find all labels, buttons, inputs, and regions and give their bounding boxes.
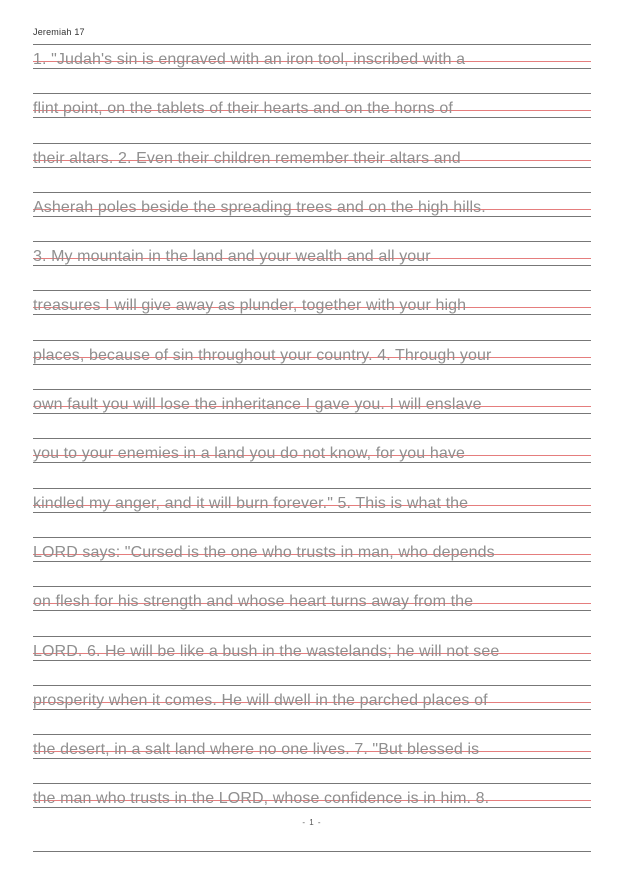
guide-topline: [33, 734, 591, 735]
guide-topline: [33, 685, 591, 686]
guide-topline: [33, 241, 591, 242]
footer-rule: [33, 851, 591, 852]
chapter-label: Jeremiah 17: [33, 27, 85, 37]
guide-topline: [33, 488, 591, 489]
guide-topline: [33, 192, 591, 193]
trace-text: treasures I will give away as plunder, together with your high: [33, 297, 467, 315]
lines-container: [33, 44, 591, 833]
trace-line-row: [33, 290, 591, 339]
trace-text: LORD says: "Cursed is the one who trusts in man, who depends: [33, 543, 495, 561]
trace-line-row: [33, 685, 591, 734]
trace-text: the man who trusts in the LORD, whose confidence is in him. 8.: [33, 790, 490, 808]
trace-line-row: [33, 438, 591, 487]
trace-line-row: [33, 488, 591, 537]
trace-text: the desert, in a salt land where no one lives. 7. "But blessed is: [33, 741, 480, 759]
guide-topline: [33, 143, 591, 144]
trace-text: 3. My mountain in the land and your wealth and all your: [33, 248, 431, 266]
trace-text: on flesh for his strength and whose heart turns away from the: [33, 593, 474, 611]
trace-text: you to your enemies in a land you do not know, for you have: [33, 445, 465, 463]
guide-topline: [33, 783, 591, 784]
trace-line-row: [33, 340, 591, 389]
trace-line-row: [33, 44, 591, 93]
trace-text: kindled my anger, and it will burn forever." 5. This is what the: [33, 494, 469, 512]
trace-line-row: [33, 537, 591, 586]
trace-line-row: [33, 241, 591, 290]
trace-text: places, because of sin throughout your country. 4. Through your: [33, 346, 492, 364]
guide-topline: [33, 586, 591, 587]
guide-topline: [33, 340, 591, 341]
trace-line-row: [33, 586, 591, 635]
trace-text: prosperity when it comes. He will dwell in the parched places of: [33, 691, 488, 709]
trace-text: LORD. 6. He will be like a bush in the wastelands; he will not see: [33, 642, 500, 660]
trace-text: Asherah poles beside the spreading trees and on the high hills.: [33, 198, 486, 216]
trace-line-row: [33, 143, 591, 192]
guide-topline: [33, 537, 591, 538]
guide-topline: [33, 636, 591, 637]
guide-topline: [33, 44, 591, 45]
trace-text: own fault you will lose the inheritance I gave you. I will enslave: [33, 396, 482, 414]
trace-text: their altars. 2. Even their children remember their altars and: [33, 149, 461, 167]
guide-topline: [33, 438, 591, 439]
guide-topline: [33, 93, 591, 94]
trace-text: 1. "Judah's sin is engraved with an iron tool, inscribed with a: [33, 51, 466, 68]
guide-topline: [33, 290, 591, 291]
trace-line-row: [33, 734, 591, 783]
trace-text: flint point, on the tablets of their hearts and on the horns of: [33, 100, 453, 118]
trace-line-row: [33, 93, 591, 142]
trace-line-row: [33, 389, 591, 438]
guide-topline: [33, 389, 591, 390]
page-number: - 1 -: [302, 818, 322, 827]
trace-line-row: [33, 636, 591, 685]
trace-line-row: [33, 192, 591, 241]
